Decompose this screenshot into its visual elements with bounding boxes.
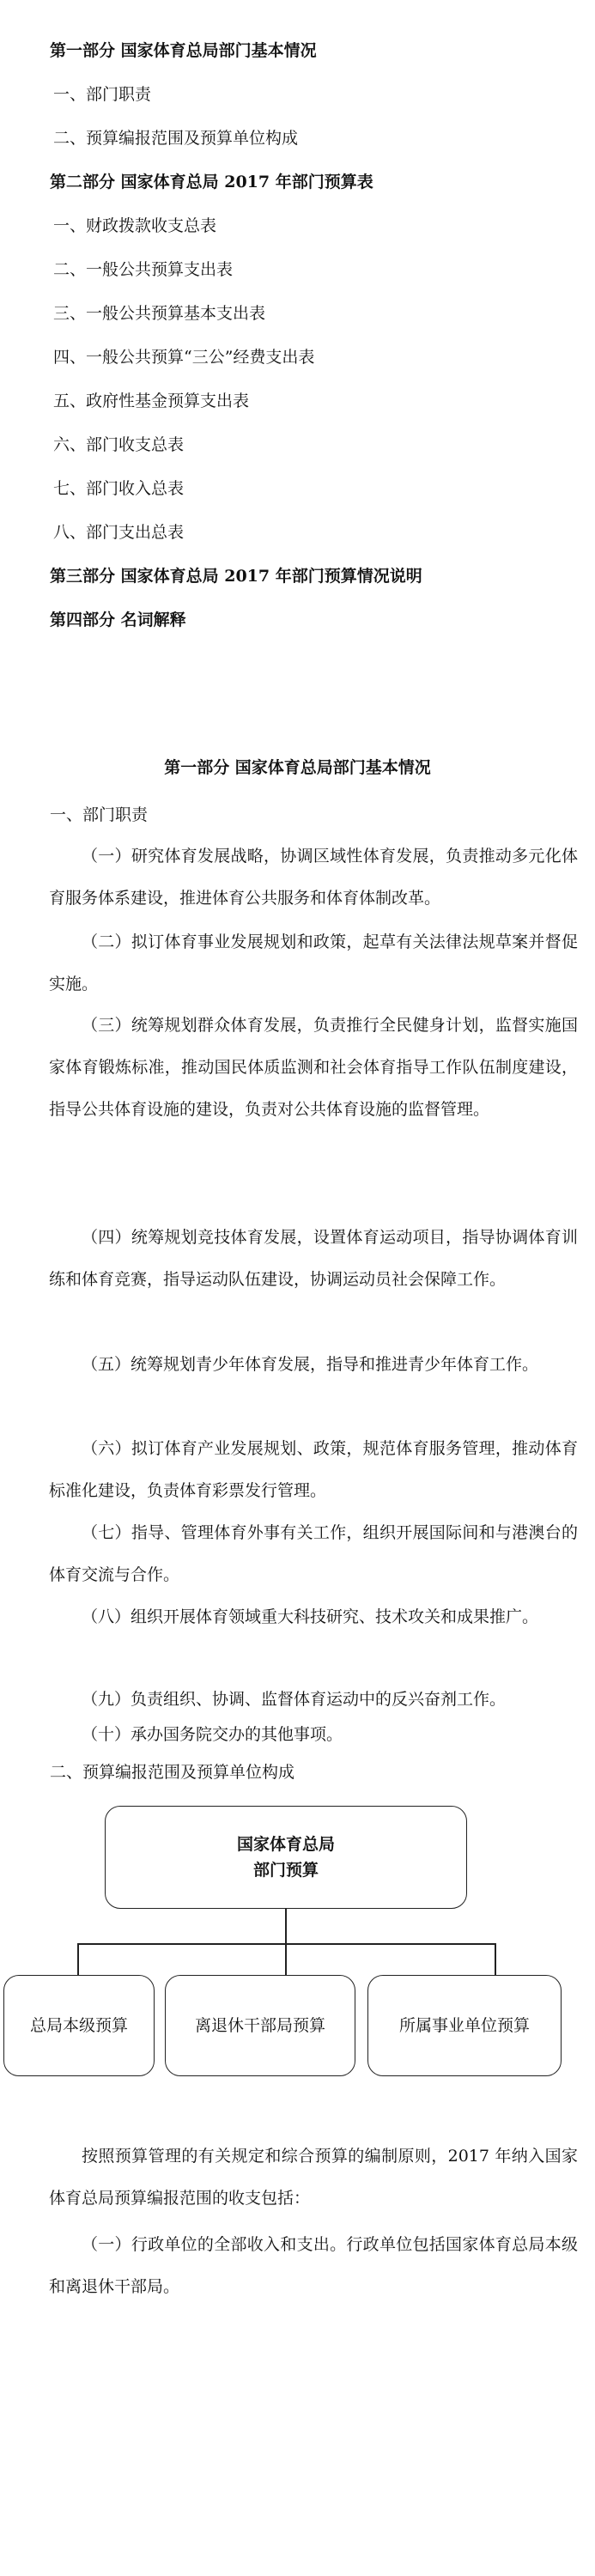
- connector-line: [495, 1943, 496, 1976]
- budget-org-chart: [0, 1792, 595, 2153]
- toc-part3[interactable]: 第三部分 国家体育总局 2017 年部门预算情况说明: [50, 567, 422, 586]
- org-root-box: [105, 1806, 467, 1909]
- duty-paragraph: （六）拟订体育产业发展规划、政策，规范体育服务管理，推动体育标准化建设，负责体育彩票发行管理。: [49, 1439, 578, 1500]
- org-child-box: 总局本级预算: [3, 1975, 155, 2076]
- toc-item[interactable]: 六、部门收支总表: [53, 435, 185, 454]
- duty-paragraph: （四）统筹规划竞技体育发展，设置体育运动项目，指导协调体育训练和体育竞赛，指导运动队伍建设，协调运动员社会保障工作。: [49, 1228, 578, 1289]
- toc-part2[interactable]: 第二部分 国家体育总局 2017 年部门预算表: [50, 173, 373, 191]
- duty-paragraph: （二）拟订体育事业发展规划和政策，起草有关法律法规草案并督促实施。: [49, 933, 578, 993]
- org-child-box: 所属事业单位预算: [367, 1975, 562, 2076]
- toc-item[interactable]: 四、一般公共预算“三公”经费支出表: [53, 348, 315, 367]
- toc-item[interactable]: 一、部门职责: [53, 85, 152, 104]
- org-root-line1: 国家体育总局: [236, 1835, 335, 1854]
- toc-item[interactable]: 七、部门收入总表: [53, 479, 185, 498]
- toc-item[interactable]: 五、政府性基金预算支出表: [53, 392, 250, 410]
- subsection-title-duties: 一、部门职责: [50, 805, 149, 824]
- scope-paragraph: （一）行政单位的全部收入和支出。行政单位包括国家体育总局本级和离退休干部局。: [49, 2235, 578, 2296]
- duty-paragraph: （五）统筹规划青少年体育发展，指导和推进青少年体育工作。: [82, 1355, 539, 1374]
- connector-line: [285, 1943, 287, 1976]
- scope-paragraph: 按照预算管理的有关规定和综合预算的编制原则，2017 年纳入国家体育总局预算编报范围的收支包括：: [49, 2147, 578, 2208]
- connector-line: [285, 1909, 287, 1944]
- duty-paragraph: （七）指导、管理体育外事有关工作，组织开展国际间和与港澳台的体育交流与合作。: [49, 1523, 578, 1584]
- duty-paragraph: （八）组织开展体育领域重大科技研究、技术攻关和成果推广。: [82, 1607, 539, 1626]
- toc-item[interactable]: 二、一般公共预算支出表: [53, 260, 234, 279]
- toc-item[interactable]: 八、部门支出总表: [53, 523, 185, 542]
- subsection-title-budget-scope: 二、预算编报范围及预算单位构成: [50, 1763, 295, 1782]
- duty-paragraph: （一）研究体育发展战略，协调区域性体育发展，负责推动多元化体育服务体系建设，推进体育公共服务和体育体制改革。: [49, 847, 578, 908]
- table-of-contents: [50, 39, 565, 653]
- section-title: 第一部分 国家体育总局部门基本情况: [164, 758, 431, 777]
- duty-paragraph: （十）承办国务院交办的其他事项。: [82, 1725, 343, 1744]
- toc-item[interactable]: 三、一般公共预算基本支出表: [53, 304, 266, 323]
- toc-item[interactable]: 一、财政拨款收支总表: [53, 216, 217, 235]
- toc-part1[interactable]: 第一部分 国家体育总局部门基本情况: [50, 41, 317, 60]
- duty-paragraph: （三）统筹规划群众体育发展，负责推行全民健身计划，监督实施国家体育锻炼标准，推动国民体质监测和社会体育指导工作队伍制度建设，指导公共体育设施的建设，负责对公共体育设施的监督管理。: [49, 1016, 578, 1119]
- org-root-line2: 部门预算: [252, 1861, 319, 1880]
- toc-part4[interactable]: 第四部分 名词解释: [50, 611, 186, 629]
- duty-paragraph: （九）负责组织、协调、监督体育运动中的反兴奋剂工作。: [82, 1690, 507, 1709]
- org-child-box: 离退休干部局预算: [165, 1975, 355, 2076]
- toc-item[interactable]: 二、预算编报范围及预算单位构成: [53, 129, 299, 148]
- connector-line: [77, 1943, 79, 1976]
